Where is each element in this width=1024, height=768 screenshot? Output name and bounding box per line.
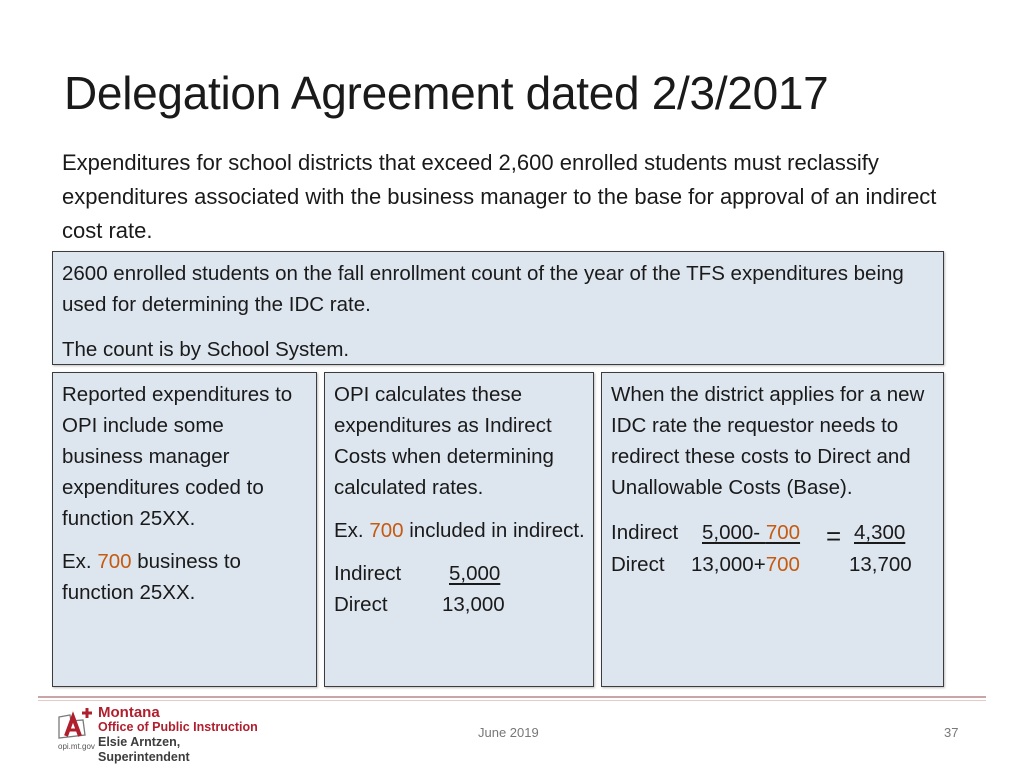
logo-website: opi.mt.gov (58, 742, 95, 751)
reported-expenditures-box (52, 372, 317, 687)
direct-label: Direct (334, 593, 388, 616)
opi-calculation-box (324, 372, 594, 687)
opi-direct-row (334, 589, 585, 620)
opi-calculation-text: OPI calculates these expenditures as Indirect Costs when determining calculated rates. (334, 383, 554, 499)
opi-logo (56, 704, 266, 764)
footer-date: June 2019 (478, 725, 539, 740)
enrollment-note-box (52, 251, 944, 365)
calc-indirect-label: Indirect (611, 521, 679, 544)
enrollment-note-text: 2600 enrolled students on the fall enrollment count of the year of the TFS expenditures being used for determining the IDC rate. (62, 262, 904, 316)
calc-indirect-result: 4,300 (854, 521, 906, 544)
reported-expenditures-text: Reported expenditures to OPI include some business manager expenditures coded to function 25XX. (62, 383, 293, 530)
example-amount: 700 (369, 519, 404, 542)
district-application-box (601, 372, 944, 687)
footer-divider-thin (38, 700, 986, 701)
equals-sign: = (826, 521, 842, 551)
logo-wordmark: Montana Office of Public Instruction Elsie Arntzen, Superintendent (98, 704, 258, 764)
school-system-note: The count is by School System. (62, 338, 350, 361)
example-amount: 700 (97, 550, 132, 573)
indirect-value: 5,000 (449, 562, 501, 585)
page-number: 37 (944, 725, 959, 740)
calc-direct-result: 13,700 (849, 553, 912, 576)
reported-example: Ex. 700 business to function 25XX. (62, 550, 241, 604)
slide-title: Delegation Agreement dated 2/3/2017 (64, 67, 829, 119)
footer-divider (38, 696, 986, 698)
opi-indirect-row (334, 558, 585, 589)
indirect-label: Indirect (334, 562, 402, 585)
intro-paragraph: Expenditures for school districts that exceed 2,600 enrolled students must reclassify expenditures associated with the business manager to the base for approval of an indirect cost rate. (62, 150, 937, 243)
opi-example: Ex. 700 included in indirect. (334, 519, 585, 542)
district-application-text: When the district applies for a new IDC rate the requestor needs to redirect these costs to Direct and Unallowable Costs (Base). (611, 383, 925, 499)
calc-direct-label: Direct (611, 553, 665, 576)
redirect-calculation (611, 517, 935, 585)
calc-direct-expression: 13,000+700 (691, 553, 800, 576)
direct-value: 13,000 (442, 593, 505, 616)
montana-state-icon (56, 705, 98, 743)
calc-indirect-expression: 5,000- 700 (702, 521, 801, 544)
